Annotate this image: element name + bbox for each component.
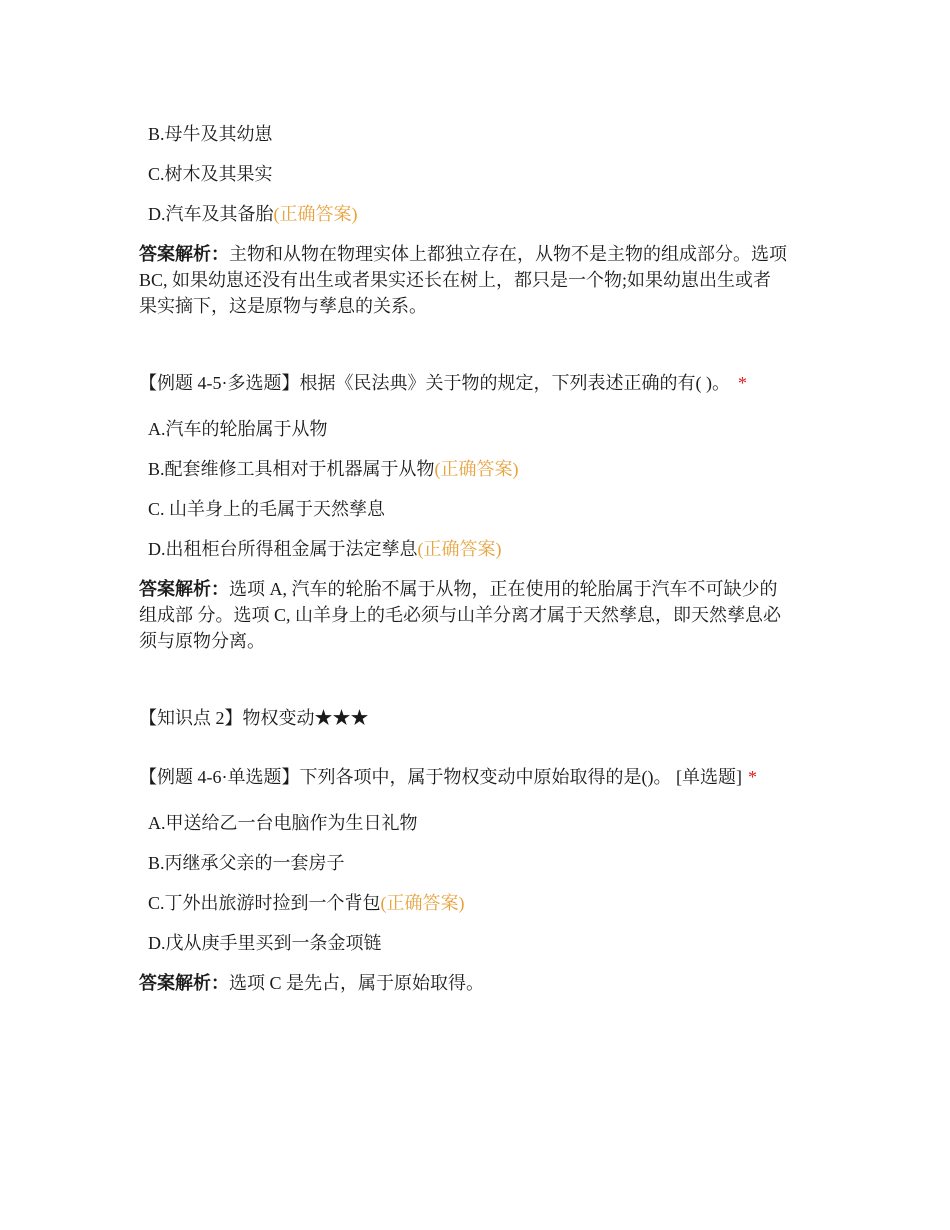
option-d: D.出租柜台所得租金属于法定孳息(正确答案) xyxy=(148,539,502,559)
question-title: 【例题 4-5·多选题】根据《民法典》关于物的规定，下列表述正确的有( )。 * xyxy=(139,373,747,393)
option-b: B.配套维修工具相对于机器属于从物(正确答案) xyxy=(148,459,519,479)
correct-answer-marker: (正确答案) xyxy=(417,539,502,559)
correct-answer-marker: (正确答案) xyxy=(273,204,358,224)
correct-answer-marker: (正确答案) xyxy=(434,459,519,479)
question-title: 【例题 4-6·单选题】下列各项中，属于物权变动中原始取得的是()。 [单选题] * xyxy=(139,767,757,787)
knowledge-point-heading: 【知识点 2】物权变动★★★ xyxy=(139,708,369,728)
option-c: C. 山羊身上的毛属于天然孳息 xyxy=(148,499,386,519)
explanation-label: 答案解析： xyxy=(139,973,229,993)
option-a: A.汽车的轮胎属于从物 xyxy=(148,419,328,439)
option-b: B.母牛及其幼崽 xyxy=(148,124,273,144)
required-mark: * xyxy=(737,373,747,393)
option-b: B.丙继承父亲的一套房子 xyxy=(148,853,345,873)
option-d: D.汽车及其备胎(正确答案) xyxy=(148,204,358,224)
answer-explanation: 答案解析：主物和从物在物理实体上都独立存在，从物不是主物的组成部分。选项 BC, 如果幼崽还没有出生或者果实还长在树上，都只是一个物;如果幼崽出生或者 果实摘下，这是原物与孳息的关系。 xyxy=(139,244,787,316)
explanation-label: 答案解析： xyxy=(139,579,229,599)
required-mark: * xyxy=(747,767,757,787)
option-a: A.甲送给乙一台电脑作为生日礼物 xyxy=(148,813,418,833)
option-c: C.树木及其果实 xyxy=(148,164,273,184)
explanation-label: 答案解析： xyxy=(139,244,229,264)
answer-explanation: 答案解析：选项 A, 汽车的轮胎不属于从物，正在使用的轮胎属于汽车不可缺少的 组成部 分。选项 C, 山羊身上的毛必须与山羊分离才属于天然孳息，即天然孳息必 须与原物分离。 xyxy=(139,579,782,651)
option-c: C.丁外出旅游时捡到一个背包(正确答案) xyxy=(148,893,465,913)
answer-explanation: 答案解析：选项 C 是先占，属于原始取得。 xyxy=(139,973,485,993)
correct-answer-marker: (正确答案) xyxy=(380,893,465,913)
option-d: D.戊从庚手里买到一条金项链 xyxy=(148,933,382,953)
